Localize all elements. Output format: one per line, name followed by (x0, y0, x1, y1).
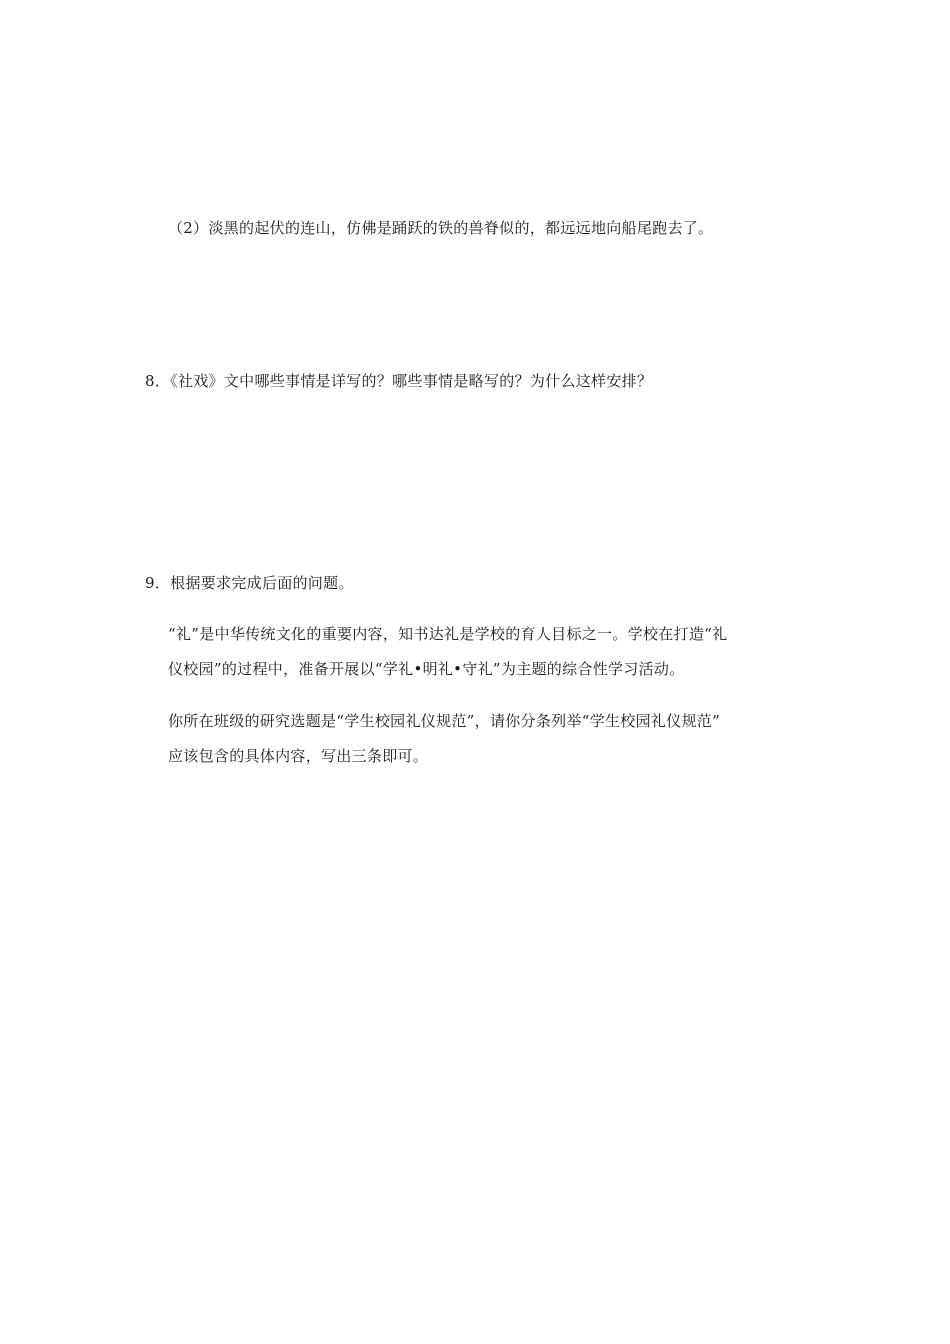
question-9-paragraph-1-line-2: 仪校园”的过程中，准备开展以“学礼•明礼•守礼”为主题的综合性学习活动。 (168, 660, 685, 678)
question-8: 8．《社戏》文中哪些事情是详写的？哪些事情是略写的？为什么这样安排？ (145, 372, 653, 390)
question-9-paragraph-2-line-2: 应该包含的具体内容，写出三条即可。 (168, 747, 429, 765)
question-7-subitem-2: （2）淡黑的起伏的连山，仿佛是踊跃的铁的兽脊似的，都远远地向船尾跑去了。 (168, 219, 714, 237)
question-9-paragraph-2-line-1: 你所在班级的研究选题是“学生校园礼仪规范”，请你分条列举“学生校园礼仪规范” (168, 712, 721, 730)
question-9-paragraph-1-line-1: “礼”是中华传统文化的重要内容，知书达礼是学校的育人目标之一。学校在打造“礼 (168, 625, 728, 643)
question-9: 9．根据要求完成后面的问题。 (145, 574, 354, 592)
